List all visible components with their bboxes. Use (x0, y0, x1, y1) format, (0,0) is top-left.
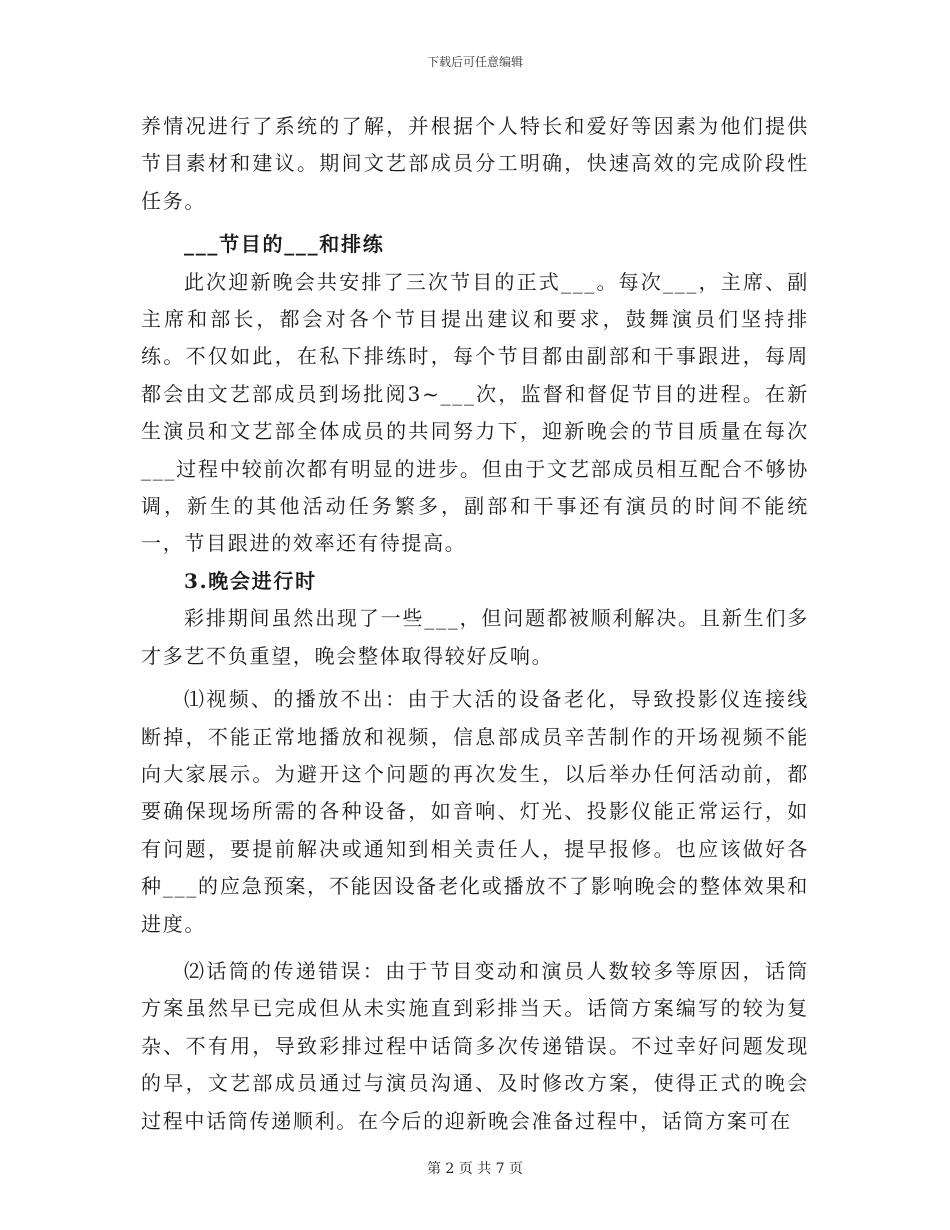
paragraph-continuation: 养情况进行了系统的了解，并根据个人特长和爱好等因素为他们提供节目素材和建议。期间文艺部成员分工明确，快速高效的完成阶段性任务。 (141, 114, 809, 213)
paragraph-evening-intro: 彩排期间虽然出现了一些___，但问题都被顺利解决。且新生们多才多艺不负重望，晚会整体取得较好反响。 (141, 606, 809, 668)
paragraph-issue-video: ⑴视频、的播放不出：由于大活的设备老化，导致投影仪连接线断掉，不能正常地播放和视频，信息部成员辛苦制作的开场视频不能向大家展示。为避开这个问题的再次发生，以后举办任何活动前，都要确保现场所需的各种设备，如音响、灯光、投影仪能正常运行，如有问题，要提前解决或通知到相关责任人，提早报修。也应该做好各种___的应急预案，不能因设备老化或播放不了影响晚会的整体效果和进度。 (141, 687, 809, 936)
document-body (141, 108, 809, 1140)
page-header: 下载后可任意编辑 (426, 55, 523, 69)
paragraph-rehearsal: 此次迎新晚会共安排了三次节目的正式___。每次___，主席、副主席和部长，都会对各个节目提出建议和要求，鼓舞演员们坚持排练。不仅如此，在私下排练时，每个节目都由副部和干事跟进，每周都会由文艺部成员到场批阅3~___次，监督和督促节目的进程。在新生演员和文艺部全体成员的共同努力下，迎新晚会的节目质量在每次___过程中较前次都有明显的进步。但由于文艺部成员相互配合不够协调，新生的其他活动任务繁多，副部和干事还有演员的时间不能统一，节目跟进的效率还有待提高。 (141, 269, 809, 556)
section-heading-evening: 3.晚会进行时 (184, 568, 317, 593)
paragraph-issue-microphone: ⑵话筒的传递错误：由于节目变动和演员人数较多等原因，话筒方案虽然早已完成但从未实施直到彩排当天。话筒方案编写的较为复杂、不有用，导致彩排过程中话筒多次传递错误。不过幸好问题发现的早，文艺部成员通过与演员沟通、及时修改方案，使得正式的晚会过程中话筒传递顺利。在今后的迎新晚会准备过程中，话筒方案可在 (141, 958, 809, 1133)
section-heading-rehearsal: ___节目的___和排练 (184, 232, 385, 257)
page-number: 第 2 页 共 7 页 (426, 1161, 524, 1177)
